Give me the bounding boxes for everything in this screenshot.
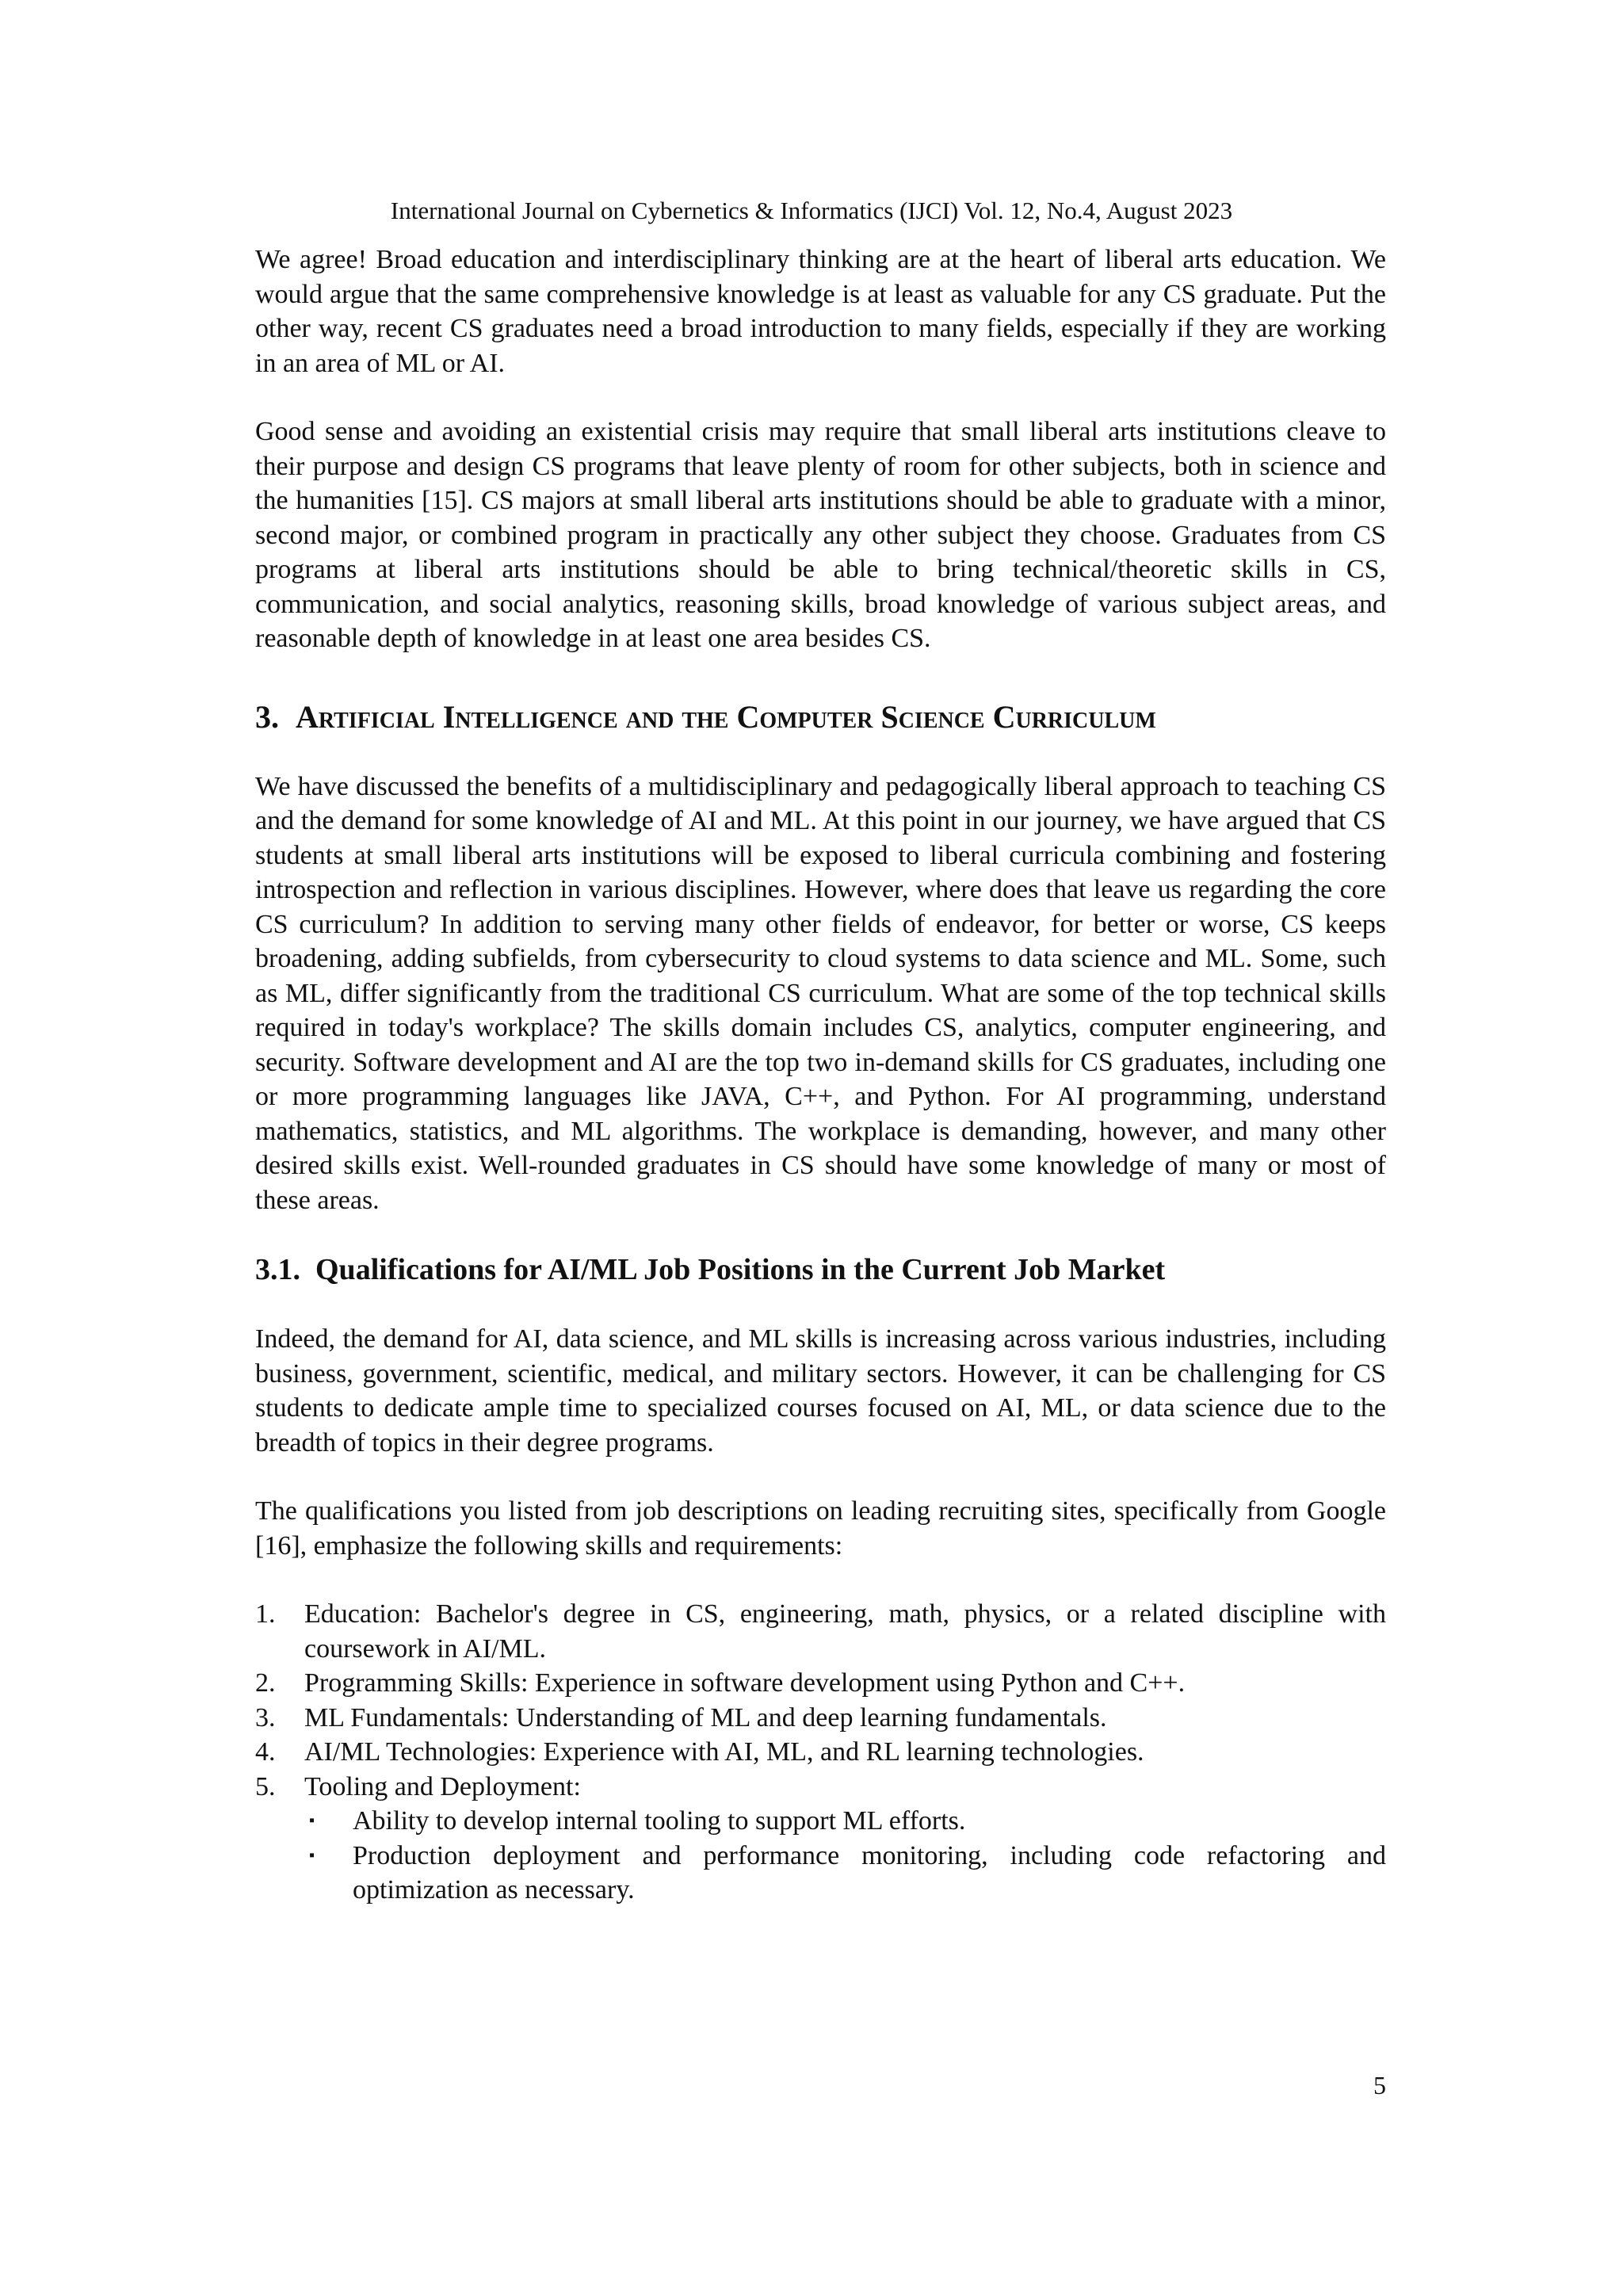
list-item [255, 1597, 1386, 1666]
paragraph-ai-cs-curriculum: We have discussed the benefits of a multidisciplinary and pedagogically liberal approach to teaching CS and the demand for some knowledge of AI and ML. At this point in our journey, we have argued that CS students at small liberal arts institutions will be exposed to liberal curricula combining and fostering introspection and reflection in various disciplines. However, where does that leave us regarding the core CS curriculum? In addition to serving many other fields of endeavor, for better or worse, CS keeps broadening, adding subfields, from cybersecurity to cloud systems to data science and ML. Some, such as ML, differ significantly from the traditional CS curriculum. What are some of the top technical skills required in today's workplace? The skills domain includes CS, analytics, computer engineering, and security. Software development and AI are the top two in-demand skills for CS graduates, including one or more programming languages like JAVA, C++, and Python. For AI programming, understand mathematics, statistics, and ML algorithms. The workplace is demanding, however, and many other desired skills exist. Well-rounded graduates in CS should have some knowledge of many or most of these areas. [255, 771, 1386, 1215]
list-item-text: ML Fundamentals: Understanding of ML and deep learning fundamentals. [304, 1702, 1107, 1733]
paragraph-liberal-arts-agreement: We agree! Broad education and interdisciplinary thinking are at the heart of liberal arts education. We would argue that the same comprehensive knowledge is at least as valuable for any CS graduate. Put the other way, recent CS graduates need a broad introduction to many fields, especially if they are working in an area of ML or AI. [255, 245, 1386, 378]
square-bullet-icon: ▪ [309, 1812, 315, 1829]
sublist-item-text: Ability to develop internal tooling to support ML efforts. [353, 1806, 966, 1836]
section-number: 3. [255, 698, 279, 735]
list-marker: 1. [255, 1599, 276, 1629]
paragraph-ai-demand: Indeed, the demand for AI, data science, and ML skills is increasing across various industries, including business, government, scientific, medical, and military sectors. However, it can be challenging for CS students to dedicate ample time to specialized courses focused on AI, ML, or data science due to the breadth of topics in their degree programs. [255, 1324, 1386, 1457]
list-item [255, 1770, 1386, 1805]
list-item-text: Education: Bachelor's degree in CS, engineering, math, physics, or a related discipline with coursework in AI/ML. [304, 1599, 1386, 1664]
subsection-number: 3.1. [255, 1253, 300, 1286]
subsection-heading-3-1 [255, 1251, 1386, 1288]
list-item-text: Programming Skills: Experience in software development using Python and C++. [304, 1668, 1186, 1698]
square-bullet-icon: ▪ [309, 1846, 315, 1864]
list-item [255, 1666, 1386, 1701]
list-item [255, 1735, 1386, 1770]
section-heading-3 [255, 690, 1386, 735]
list-item [255, 1701, 1386, 1736]
page-content [255, 243, 1386, 1908]
list-marker: 4. [255, 1737, 276, 1767]
list-item-text: AI/ML Technologies: Experience with AI, ML, and RL learning technologies. [304, 1737, 1144, 1767]
section-title: Artificial Intelligence and the Computer Science Curriculum [296, 698, 1156, 735]
sublist-item [304, 1839, 1386, 1908]
list-marker: 2. [255, 1668, 276, 1698]
paragraph-qualifications-intro: The qualifications you listed from job descriptions on leading recruiting sites, specifically from Google [16], emphasize the following skills and requirements: [255, 1496, 1386, 1561]
sublist-item [304, 1804, 1386, 1839]
list-marker: 5. [255, 1771, 276, 1801]
running-header: International Journal on Cybernetics & Informatics (IJCI) Vol. 12, No.4, August 2023 [390, 197, 1233, 224]
page-number: 5 [1373, 2071, 1386, 2099]
subsection-title: Qualifications for AI/ML Job Positions in the Current Job Market [315, 1253, 1166, 1286]
sublist-item-text: Production deployment and performance monitoring, including code refactoring and optimization as necessary. [353, 1840, 1386, 1904]
tooling-sublist [255, 1804, 1386, 1908]
list-item-text: Tooling and Deployment: [304, 1771, 581, 1801]
requirements-list [255, 1597, 1386, 1804]
paragraph-liberal-arts-institutions: Good sense and avoiding an existential crisis may require that small liberal arts institutions cleave to their purpose and design CS programs that leave plenty of room for other subjects, both in science and the humanities [15]. CS majors at small liberal arts institutions should be able to graduate with a minor, second major, or combined program in practically any other subject they choose. Graduates from CS programs at liberal arts institutions should be able to bring technical/theoretic skills in CS, communication, and social analytics, reasoning skills, broad knowledge of various subject areas, and reasonable depth of knowledge in at least one area besides CS. [255, 417, 1386, 653]
list-marker: 3. [255, 1702, 276, 1733]
